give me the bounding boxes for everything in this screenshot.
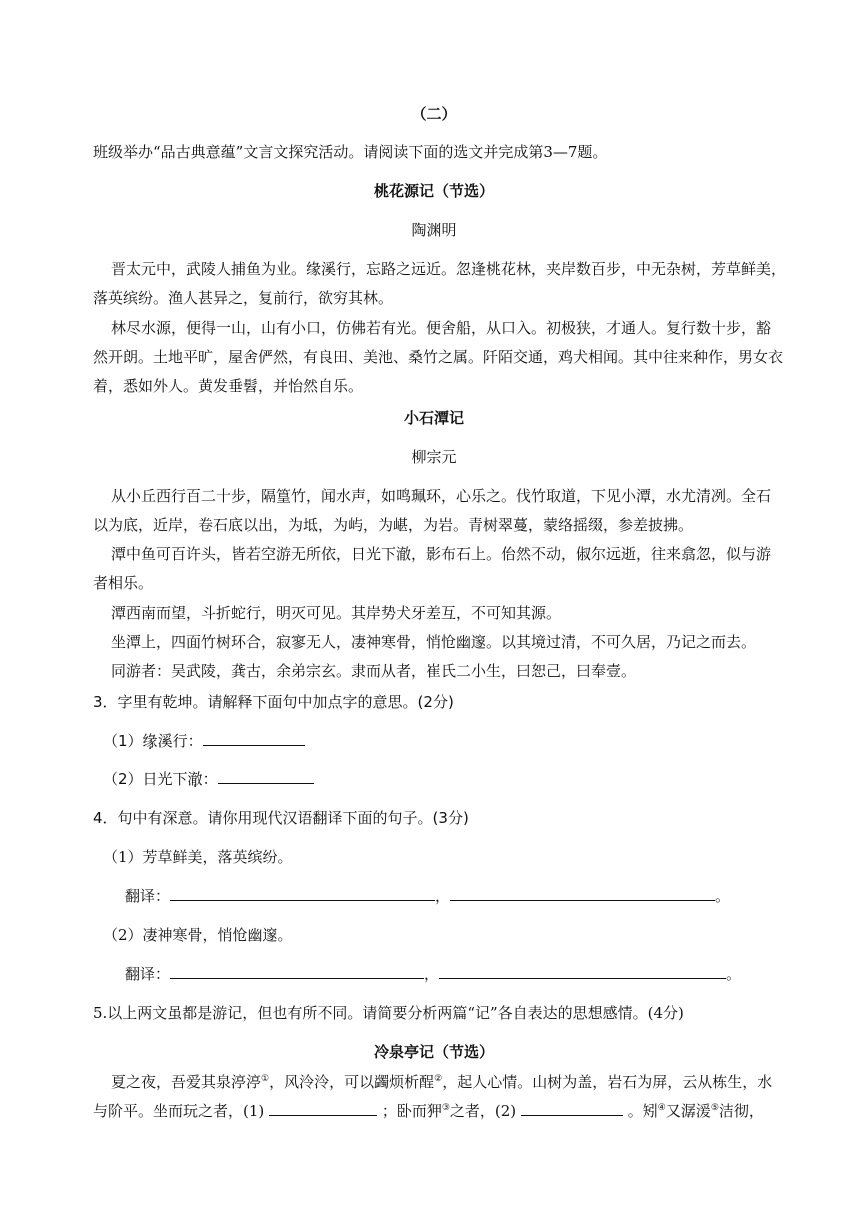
question-4-stem: 4．句中有深意。请你用现代汉语翻译下面的句子。(3分) <box>93 809 469 827</box>
intro-text: 班级举办“品古典意蕴”文言文探究活动。请阅读下面的选文并完成第3—7题。 <box>93 143 608 161</box>
question-3-item-2: （2）日光下澈： <box>103 769 314 789</box>
answer-blank-3-2[interactable] <box>218 769 314 784</box>
text2-title: 小石潭记 <box>403 409 464 427</box>
dotted-char: 澈 <box>187 770 203 788</box>
footnote-4: ④ <box>657 1103 666 1113</box>
answer-blank-4-1b[interactable] <box>450 886 715 901</box>
text2-para1-line1: 从小丘西行百二十步，隔篁竹，闻水声，如鸣珮环，心乐之。伐竹取道，下见小潭，水尤清冽。全石 <box>111 487 772 505</box>
text2-para1-line2: 以为底，近岸，卷石底以出，为坻，为屿，为嵁，为岩。青树翠蔓，蒙络摇缀，参差披拂。 <box>93 516 694 534</box>
text3-line2: 与阶平。坐而玩之者，(1) ；卧而狎③之者，(2) 。矧④又潺湲⑤洁彻， <box>93 1102 764 1120</box>
text2-para3: 潭西南而望，斗折蛇行，明灭可见。其岸势犬牙差互，不可知其源。 <box>111 604 562 622</box>
question-4-item-1: （1）芳草鲜美，落英缤纷。 <box>103 848 293 866</box>
footnote-1: ① <box>261 1074 270 1084</box>
text3-line1: 夏之夜，吾爱其泉渟渟①，风泠泠，可以蠲烦析酲②，起人心情。山树为盖，岩石为屏，云从栋生，水 <box>111 1073 773 1091</box>
dotted-char: 缘 <box>142 732 158 750</box>
section-label: （二） <box>411 105 457 123</box>
text2-para2-line2: 者相乐。 <box>93 574 154 592</box>
footnote-5: ⑤ <box>710 1103 719 1113</box>
answer-blank-3-1[interactable] <box>203 731 305 746</box>
answer-blank-4-2b[interactable] <box>439 964 726 979</box>
question-5-stem: 5.以上两文虽都是游记，但也有所不同。请简要分析两篇“记”各自表达的思想感情。(4分) <box>93 1004 684 1022</box>
question-4-translation-1: 翻译： ， 。 <box>125 887 731 905</box>
answer-blank-5-2[interactable] <box>521 1101 623 1116</box>
answer-blank-5-1[interactable] <box>269 1101 377 1116</box>
answer-blank-4-1a[interactable] <box>170 886 435 901</box>
text1-para2-line2: 然开朗。土地平旷，屋舍俨然，有良田、美池、桑竹之属。阡陌交通，鸡犬相闻。其中往来种作，男女衣 <box>93 348 784 366</box>
footnote-3: ③ <box>441 1103 450 1113</box>
text2-author: 柳宗元 <box>411 448 457 466</box>
text1-para2-line3: 着，悉如外人。黄发垂髫，并怡然自乐。 <box>93 377 364 395</box>
text2-para5: 同游者：吴武陵，龚古，余弟宗玄。隶而从者，崔氏二小生，曰恕己，曰奉壹。 <box>111 662 637 680</box>
footnote-2: ② <box>434 1074 443 1084</box>
text1-para1-line1: 晋太元中，武陵人捕鱼为业。缘溪行，忘路之远近。忽逢桃花林，夹岸数百步，中无杂树，芳草鲜美， <box>111 260 787 278</box>
text1-para2-line1: 林尽水源，便得一山，山有小口，仿佛若有光。便舍船，从口入。初极狭，才通人。复行数十步，豁 <box>111 319 772 337</box>
text2-para4: 坐潭上，四面竹树环合，寂寥无人，凄神寒骨，悄怆幽邃。以其境过清，不可久居，乃记之而去。 <box>111 633 757 651</box>
text2-para2-line1: 潭中鱼可百许头，皆若空游无所依，日光下澈，影布石上。佁然不动，俶尔远逝，往来翕忽，似与游 <box>111 545 772 563</box>
question-4-translation-2: 翻译： ， 。 <box>125 965 742 983</box>
text1-title: 桃花源记（节选） <box>373 182 494 200</box>
answer-blank-4-2a[interactable] <box>170 964 424 979</box>
text1-para1-line2: 落英缤纷。渔人甚异之，复前行，欲穷其林。 <box>93 289 394 307</box>
question-3-stem: 3．字里有乾坤。请解释下面句中加点字的意思。(2分) <box>93 693 454 711</box>
question-4-item-2: （2）凄神寒骨，悄怆幽邃。 <box>103 926 293 944</box>
question-3-item-1: （1）缘溪行： <box>103 731 305 751</box>
text1-author: 陶渊明 <box>411 221 457 239</box>
text3-title: 冷泉亭记（节选） <box>373 1043 494 1061</box>
